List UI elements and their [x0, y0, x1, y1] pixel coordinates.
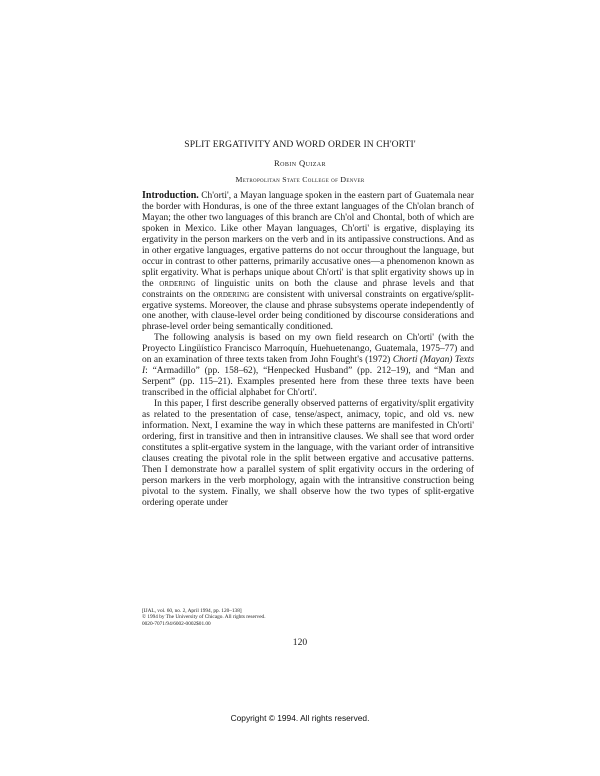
paragraph-text: are consistent with universal constraints on ergative/split-ergative systems. Moreover, the clause and phrase subsystems operate independently of one another, with clause-level order being conditioned by discourse considerations and phrase-level order being semantically conditioned. — [142, 289, 474, 333]
paragraph-text: Ch'orti', a Mayan language spoken in the eastern part of Guatemala near the border with Honduras, is one of the three extant languages of the Ch'olan branch of Mayan; the other two languages of this branch are Ch'ol and Chontal, both of which are spoken in Mexico. Like other Mayan languages, Ch'orti' is ergative, displaying its ergativity in the person markers on the verb and in its antipassive constructions. And as in other ergative languages, ergative patterns do not occur throughout the language, but occur in contrast to other patterns, primarily accusative ones—a phenomenon known as split ergativity. What is perhaps unique about Ch'orti' is that split ergativity shows up in the — [142, 191, 475, 289]
footnote-copyright: © 1994 by The University of Chicago. All rights reserved. — [142, 614, 266, 621]
paragraph-text: of linguistic units on both the clause and phrase levels and that constraints on the — [142, 278, 475, 300]
page-number: 120 — [292, 637, 308, 648]
paragraph-outline: In this paper, I first describe generally observed patterns of ergativity/split ergativity as related to the presentation of case, tense/aspect, animacy, topic, and old vs. new information. Next, I examine the way in which these patterns are manifested in Ch'orti' ordering, first in transitive and then in intransitive clauses. We shall see that word order constitutes a split-ergative system in the language, with the variant order of intransitive clauses creating the pivotal role in the split between ergative and accusative patterns. Then I demonstrate how a parallel system of split ergativity occurs in the ordering of person markers in the verb morphology, again with the intransitive construction being pivotal to the system. Finally, we shall observe how the two types of split-ergative ordering operate under — [142, 399, 474, 508]
paragraph-text: : “Armadillo” (pp. 158–62), “Henpecked Husband” (pp. 212–19), and “Man and Serpent” (pp. 115–21). Examples presented here from these three texts have been transcribed in the official alphabet for Ch'orti'. — [142, 366, 474, 399]
book-title: Chorti (Mayan) Texts I — [142, 355, 474, 377]
section-heading-introduction: Introduction. — [142, 190, 199, 201]
author-name: Robin Quizar — [274, 158, 326, 168]
paragraph-introduction — [142, 191, 474, 333]
copyright-notice: Copyright © 1994. All rights reserved. — [230, 713, 370, 723]
author-affiliation: Metropolitan State College of Denver — [235, 175, 365, 184]
publication-footnote — [142, 608, 442, 627]
emphasis-ordering: ordering — [213, 289, 250, 300]
article-title: SPLIT ERGATIVITY AND WORD ORDER IN CH'ORTI' — [184, 139, 416, 150]
article-body — [142, 191, 474, 509]
paragraph-sources — [142, 333, 474, 399]
footnote-citation: [IJAL, vol. 60, no. 2, April 1994, pp. 120–138] — [142, 608, 242, 614]
paragraph-text: The following analysis is based on my own field research on Ch'orti' (with the Proyecto Lingüístico Francisco Marroquín, Huehuetenango, Guatemala, 1975–77) and on an examination of three texts taken from John Fought's (1972) — [142, 333, 474, 366]
emphasis-ordering: ordering — [159, 278, 196, 289]
footnote-code: 0020-7071/94/6002-0002$01.00 — [142, 620, 211, 627]
